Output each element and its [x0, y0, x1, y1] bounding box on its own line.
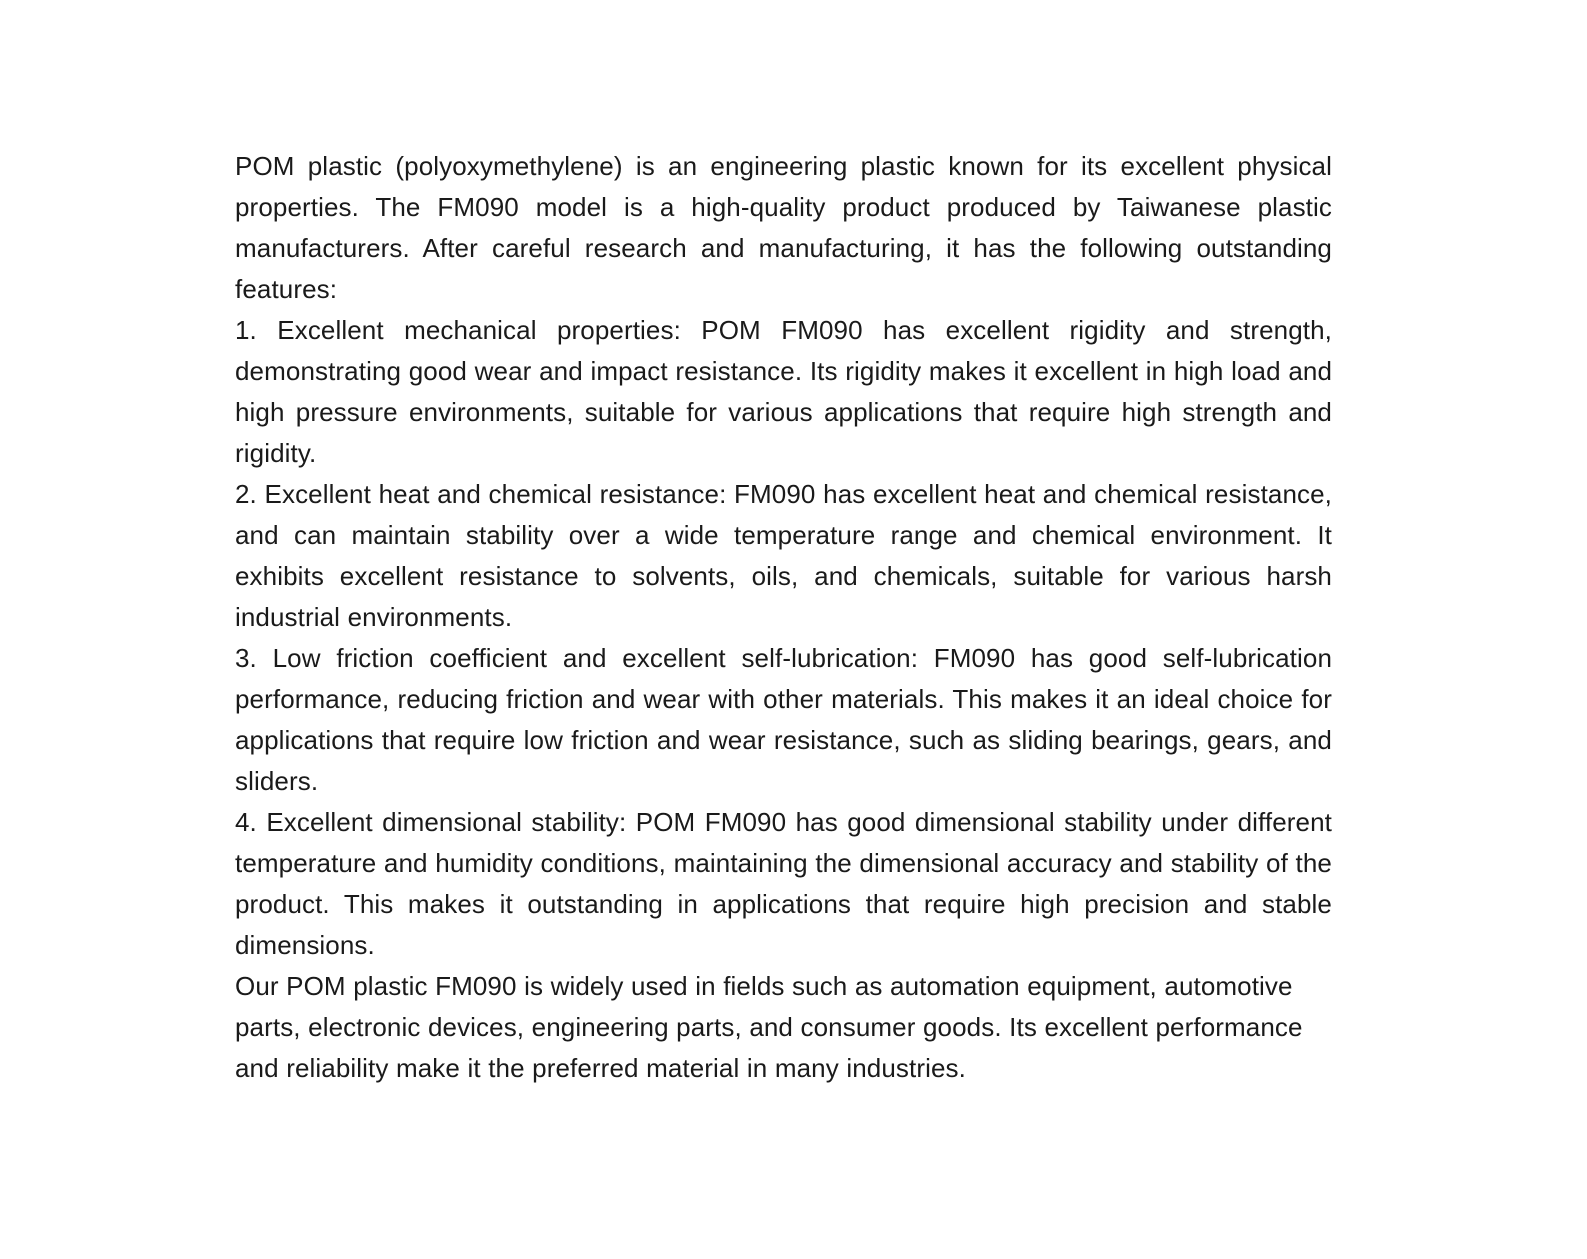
- paragraph-feature-3-low-friction-self-lubrication: 3. Low friction coefficient and excellent self-lubrication: FM090 has good self-lubrication performance, reducing friction and wear with other materials. This makes it an ideal choice for applications that require low friction and wear resistance, such as sliding bearings, gears, and sliders.: [235, 643, 1332, 796]
- paragraph-intro: POM plastic (polyoxymethylene) is an engineering plastic known for its excellent physical properties. The FM090 model is a high-quality product produced by Taiwanese plastic manufacturers. After careful research and manufacturing, it has the following outstanding features:: [235, 151, 1332, 304]
- paragraph-feature-4-dimensional-stability: 4. Excellent dimensional stability: POM FM090 has good dimensional stability under different temperature and humidity conditions, maintaining the dimensional accuracy and stability of the product. This makes it outstanding in applications that require high precision and stable dimensions.: [235, 807, 1332, 960]
- paragraph-conclusion-applications: Our POM plastic FM090 is widely used in fields such as automation equipment, automotive parts, electronic devices, engineering parts, and consumer goods. Its excellent performance and reliability make it the preferred material in many industries.: [235, 971, 1303, 1083]
- paragraph-feature-1-mechanical-properties: 1. Excellent mechanical properties: POM FM090 has excellent rigidity and strength, demonstrating good wear and impact resistance. Its rigidity makes it excellent in high load and high pressure environments, suitable for various applications that require high strength and rigidity.: [235, 315, 1332, 468]
- document-text-body: [235, 146, 1332, 1089]
- paragraph-feature-2-heat-chemical-resistance: 2. Excellent heat and chemical resistance: FM090 has excellent heat and chemical resistance, and can maintain stability over a wide temperature range and chemical environment. It exhibits excellent resistance to solvents, oils, and chemicals, suitable for various harsh industrial environments.: [235, 479, 1332, 632]
